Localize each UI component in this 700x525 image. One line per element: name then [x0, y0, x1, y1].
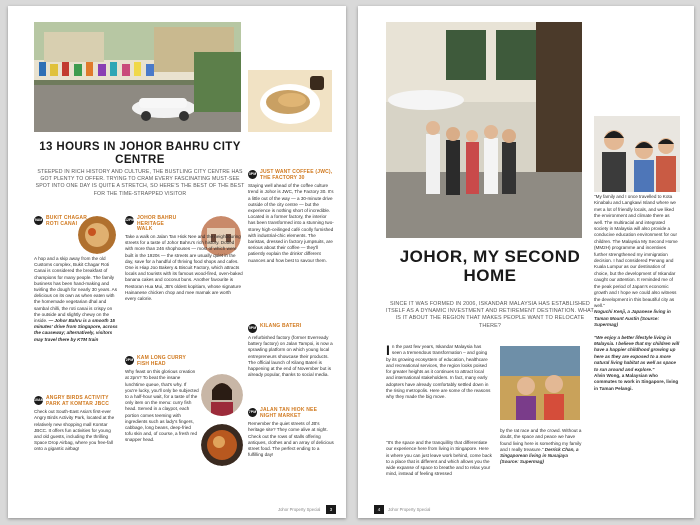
body-column-1b: [386, 440, 492, 478]
quote-text: "My family and I once travelled to Kota Kinabalu and Langkawi Island where we met a lot of friendly locals, and we liked the environment and climate there as well. The multiracial and integrated society in Malaysia will also provide a conducive education environment for our children. The Malaysia My Second Home (MM2H) programme and incentives further strengthened my immigration decision. I had considered Penang and Kuala Lumpur as our destination of choice, but the development of Iskandar caught our attention. It reminded me of the peak period of Japan's economic growth and I hope we could also witness the development in this beautiful city as well.": [594, 194, 678, 308]
drop-cap: I: [386, 342, 390, 358]
section-title: JOHOR BAHRU HERITAGE WALK: [137, 215, 177, 233]
time-badge: 3PM: [248, 170, 257, 179]
body-text: n the past few years, Iskandar Malaysia has seen a tremendous transformation – and going by its growing ecosystem of education, healthcare and recreational services, the region looks poised for greater heights as it continues to attract local and international stakeholders. In fact, many early adopters have already comfortably settled down in the rising metropolis. Here are some of the reasons why they made the big move.: [386, 344, 491, 400]
family-street-photo: [386, 22, 582, 238]
section-heritage-walk-body: [125, 234, 243, 302]
page-title: JOHOR, MY SECOND HOME: [399, 247, 581, 285]
quote-credit: Derrick Chan, a Singaporean living in Nusajaya (Source: Supermag): [500, 446, 579, 465]
section-title: BUKIT CHAGAR ROTI CANAI: [46, 215, 88, 227]
quote-text-highlight: "We enjoy a better lifestyle living in Malaysia. I believe that my children will have a happier childhood growing up here as they are exposed to a more natural living habitat as well as space to run around and explore.": [594, 334, 680, 372]
woman-photo: [201, 374, 243, 416]
section-body: Check out South-East Asia's first-ever Angry Birds Activity Park, located at the relatively new shopping mall Komtar JBCC. It offers fun activities for young and old guests, including the thrilling Space Drop Airbag, where you free-fall onto a gigantic airbag!: [34, 409, 115, 452]
time-badge: 10AM: [34, 396, 43, 405]
section-title: KAM LONG CURRY FISH HEAD: [137, 355, 186, 367]
section-roti-canai-body: [34, 256, 118, 343]
fish-head-photo: [201, 424, 243, 466]
page-number: 3: [326, 505, 336, 514]
section-body: Remember the quiet streets of JB's heritage site? They come alive at night. Check out the rows of stalls offering antiques, clothes and an array of delicious street food. The perfect ending to a fulfilling day!: [248, 421, 334, 458]
section-jwc: [248, 170, 334, 264]
section-title: JUST WANT COFFEE (JWC), THE FACTORY 30: [260, 169, 333, 181]
section-body: A hop and a skip away from the old Customs complex, Bukit Chagar Roti Canai is considered the breakfast of champions for many people. The family business has been hand-making and twirling the dough for nearly 30 years. As delicious on its own as when eaten with the homemade vegetarian dhal and sambal chilli, the roti canai is crispy on the outside and slightly chewy on the inside.: [34, 256, 117, 324]
section-angry-birds: [34, 396, 118, 453]
time-badge: 2PM: [125, 356, 134, 365]
roti-photo: [78, 216, 116, 254]
body-text: "It's the space and the tranquillity that differentiate our experience here from living in Singapore. Here is where you can just leave work behind, come back to a place that is different and which allows you the wide expanse of space to breathe and to relax your mind, instead of feeling stressed: [386, 440, 492, 477]
section-title: ANGRY BIRDS ACTIVITY PARK AT KOMTAR JBCC: [46, 395, 110, 407]
travel-note: — Johor Bahru is a smooth 15 minutes' drive from Singapore, across the causeway; alternatively, visitors may travel there by KTM train: [34, 318, 118, 342]
mural-photo: [500, 346, 580, 420]
body-column-2: [500, 428, 586, 466]
page-subtitle: SINCE IT WAS FORMED IN 2006, ISKANDAR MALAYSIA HAS ESTABLISHED ITSELF AS A DYNAMIC INVESTMENT AND RETIREMENT DESTINATION. WHAT IS IT ABOUT THE REGION THAT MAKES PEOPLE WANT TO RELOCATE THERE?: [386, 301, 594, 329]
section-title: KILANG BATERI: [260, 323, 302, 329]
body-text: by the rat race and the crowd. Without a doubt, the space and peace we have found living here is something my family and I really treasure.": [500, 428, 582, 452]
section-body: Take a walk on Jalan Tan Hiok Nee and the neighbouring streets for a taste of Johor Bahru's rich history. Dotted with more than 246 shophouses — most of which were built in the 1920s — the streets are usually quiet in the day, save for a handful of thriving food shops and cafes. One is Hiap Joo Bakery & Biscuit Factory, which attracts locals and tourists with its famous wood-fired, oven-baked banana cakes and coconut buns. Another favourite is Restoran Hua Mui, JB's oldest kopitiam, whose signature Hainanese chicken chop and mee mamak are worth every calorie.: [125, 234, 243, 302]
time-badge: 7PM: [248, 408, 257, 417]
time-badge: 5PM: [248, 324, 257, 333]
section-body: Staying well ahead of the coffee culture trend in Johor is JWC, The Factory 30. It's a little out of the way — a 30-minute drive outside of the city centre — but the experience is nothing short of incredible. Located in a former factory, the interior has been transformed into a stunning two-storey high-ceilinged café coolly furnished with industrial-chic elements. The baristas, dressed in factory jumpsuits, are serious about their coffee — they'll patiently explain the drinks' different nuances and how best to savour them.: [248, 183, 334, 263]
page-number: 4: [374, 505, 384, 514]
page-title: 13 HOURS IN JOHOR BAHRU CITY CENTRE: [39, 141, 241, 166]
quote-credit: Alvin Wong, a Malaysian who commutes to work in Singapore, living in Taman Pelangi.: [594, 372, 679, 391]
magazine-spread: [8, 6, 694, 518]
sidebar-quotes: [594, 194, 680, 392]
intro-text: STEEPED IN RICH HISTORY AND CULTURE, THE BUSTLING CITY CENTRE HAS GOT PLENTY TO OFFER. TRYING TO CRAM EVERY FASCINATING MUST-SEE SPOT INTO ONE DAY IS QUITE A STRETCH, SO HERE'S THE BEST OF THE BEST FOR THE TIME-STRAPPED VISITOR: [35, 169, 245, 197]
section-heritage-walk: [125, 216, 181, 235]
body-column-1: [386, 344, 492, 401]
section-kilang-bateri: [248, 324, 334, 378]
sandwich-photo: [248, 70, 332, 132]
section-night-market: [248, 408, 334, 458]
time-badge: 9AM: [34, 216, 43, 225]
quote-credit: Noguchi Kenji, a Japanese living in Taman Mount Austin (Source: Supermag): [594, 309, 671, 328]
page-footer: Johor Property Special: [388, 507, 431, 512]
page-footer: Johor Property Special: [278, 507, 321, 512]
right-page: [358, 6, 694, 518]
section-curry-fish-head: [125, 356, 199, 444]
time-badge: 12PM: [125, 216, 134, 225]
section-title: JALAN TAN HIOK NEE NIGHT MARKET: [260, 407, 318, 419]
section-body: Why feast on this glorious creation at 2pm? To beat the insane lunchtime queue, that's why. If you're lucky, you'll only be subjected to a half-hour wait, for a taste of the only item on the menu: curry fish head. Served in a claypot, each portion comes teeming with ingredients such as lady's fingers, cabbage, long beans, deep-fried tofu skin and, of course, a fresh red snapper head.: [125, 369, 199, 443]
kids-photo: [594, 116, 680, 192]
street-photo: [34, 22, 241, 132]
section-body: A refurbished factory (former Everready battery factory) on Jalan Tampoi, is now a sprawling platform on which young local entrepreneurs showcase their products. The official launch of Kilang Bateri is happening at the end of November but is already popular, thanks to social media.: [248, 335, 333, 378]
left-page: [8, 6, 346, 518]
